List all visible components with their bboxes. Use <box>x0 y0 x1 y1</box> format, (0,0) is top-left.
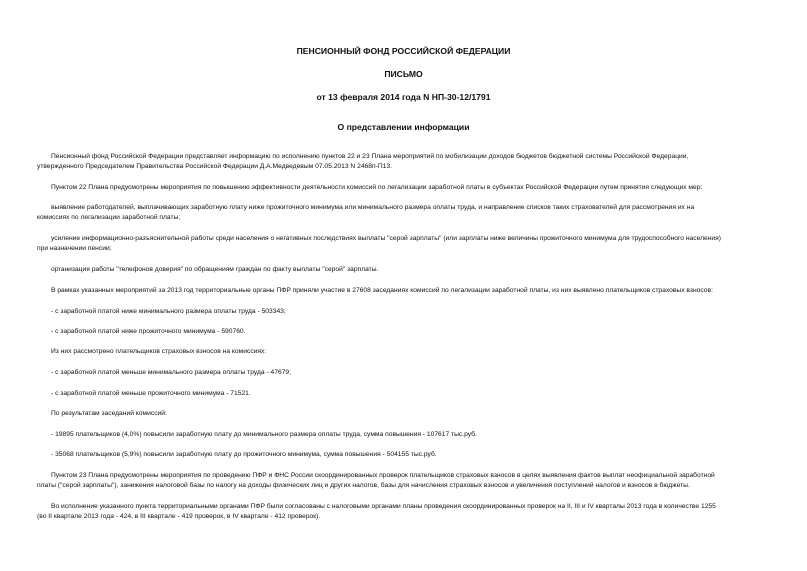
paragraph-line: Пенсионный фонд Российской Федерации представляет информацию по исполнению пунктов 22 и 23 Плана мероприятий по мобилизации доходов бюджетов бюджетной системы Российской Федерации, <box>51 153 689 160</box>
paragraph-7 <box>37 307 777 317</box>
paragraph-line: По результатам заседаний комиссий: <box>51 410 167 417</box>
paragraph-line: организация работы "телефонов доверия" по обращениям граждан по факту выплаты "серой" зарплаты. <box>51 266 379 273</box>
paragraph-line: - с заработной платой меньше прожиточного минимума - 71521. <box>51 390 251 397</box>
paragraph-line: - с заработной платой ниже прожиточного минимума - 590760. <box>51 328 246 335</box>
paragraph-10 <box>37 368 777 378</box>
paragraph-line: (во II квартале 2013 года - 424, в III квартале - 419 проверок, в IV квартале - 412 проверок). <box>37 513 321 520</box>
paragraph-6 <box>37 286 777 296</box>
paragraph-14 <box>37 450 777 460</box>
paragraph-1 <box>37 152 777 172</box>
paragraph-5 <box>37 265 777 275</box>
document-type-heading: ПИСЬМО <box>384 69 423 79</box>
paragraph-line: Пунктом 23 Плана предусмотрены мероприятия по проведению ПФР и ФНС России скоординированных проверок плательщиков страховых взносов в целях выявления фактов выплат неофициальной заработной <box>51 472 715 479</box>
paragraph-line: выявление работодателей, выплачивающих заработную плату ниже прожиточного минимума или минимального размера оплаты труда, и направление списков таких страхователей для рассмотрения их на <box>51 204 695 211</box>
subject-heading: О представлении информации <box>337 122 470 132</box>
paragraph-12 <box>37 409 777 419</box>
paragraph-9 <box>37 347 777 357</box>
organization-heading: ПЕНСИОННЫЙ ФОНД РОССИЙСКОЙ ФЕДЕРАЦИИ <box>296 46 511 56</box>
paragraph-8 <box>37 327 777 337</box>
paragraph-line: Пунктом 22 Плана предусмотрены мероприятия по повышению эффективности деятельности комиссий по легализации заработной платы в субъектах Российской Федерации путем принятия следующих мер: <box>51 184 703 191</box>
paragraph-4 <box>37 234 777 254</box>
paragraph-line: комиссиях по легализации заработной платы; <box>37 214 181 221</box>
paragraph-16 <box>37 502 777 522</box>
paragraph-11 <box>37 389 777 399</box>
paragraph-line: при назначении пенсии; <box>37 245 112 252</box>
paragraph-3 <box>37 203 777 223</box>
paragraph-line: - с заработной платой меньше минимального размера оплаты труда - 47679; <box>51 369 291 376</box>
paragraph-line: Во исполнение указанного пункта территориальными органами ПФР были согласованы с налоговыми органами планы проведения скоординированных проверок на II, III и IV кварталы 2013 года в количестве 1255 <box>51 503 716 510</box>
paragraph-line: утвержденного Председателем Правительства Российской Федерации Д.А.Медведевым 07.05.2013 N 2468п-П13. <box>37 163 392 170</box>
paragraph-line: - 35068 плательщиков (5,9%) повысили заработную плату до прожиточного минимума, сумма повышения - 504155 тыс.руб. <box>51 451 437 458</box>
paragraph-line: В рамках указанных мероприятий за 2013 год территориальные органы ПФР приняли участие в 27608 заседаниях комиссий по легализации заработной платы, из них выявлено плательщиков страховых взносов: <box>51 287 713 294</box>
paragraph-line: - с заработной платой ниже минимального размера оплаты труда - 503343; <box>51 308 286 315</box>
paragraph-line: Из них рассмотрено плательщиков страховых взносов на комиссиях: <box>51 348 267 355</box>
paragraph-line: - 19895 плательщиков (4,0%) повысили заработную плату до минимального размера оплаты труда, сумма повышения - 107617 тыс.руб. <box>51 431 477 438</box>
paragraph-15 <box>37 471 777 491</box>
paragraph-13 <box>37 430 777 440</box>
paragraph-line: усиление информационно-разъяснительной работы среди населения о негативных последствиях выплаты "серой зарплаты" (или зарплаты ниже величины прожиточного минимума для трудоспособного населения) <box>51 235 722 242</box>
date-number-heading: от 13 февраля 2014 года N НП-30-12/1791 <box>316 92 491 102</box>
paragraph-2 <box>37 183 777 193</box>
paragraph-line: платы ("серой зарплаты"), занижения налоговой базы по налогу на доходы физических лиц и других налогов, базы для начисления страховых взносов и увеличения поступлений налогов и взносов в бюджеты. <box>37 482 690 489</box>
